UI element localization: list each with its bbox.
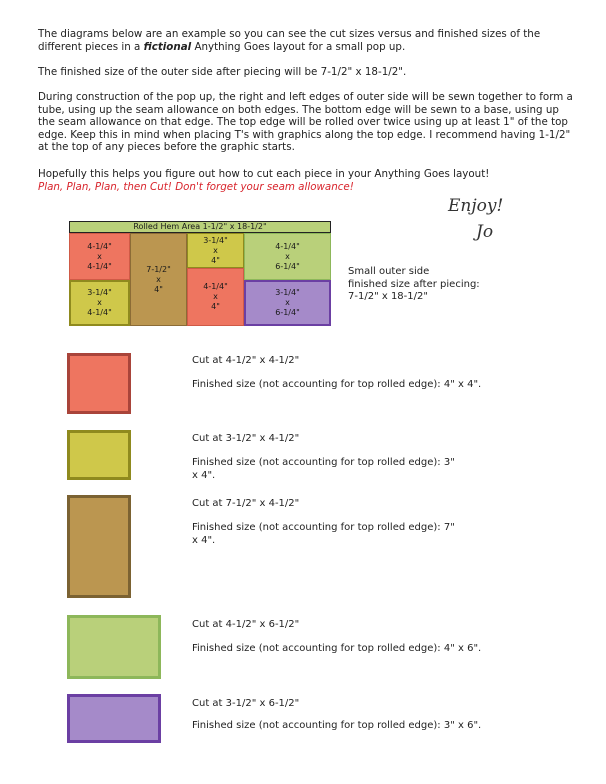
cut-size-green: Cut at 4-1/2" x 6-1/2" bbox=[192, 619, 300, 630]
swatch-green bbox=[67, 615, 161, 679]
finished-size-red: Finished size (not accounting for top rolled edge): 4" x 4". bbox=[192, 379, 482, 390]
cell-line: 4" bbox=[154, 284, 163, 294]
cell-line: x bbox=[213, 292, 218, 301]
finished-size-green: Finished size (not accounting for top rolled edge): 4" x 6". bbox=[192, 643, 482, 654]
cut-size-red: Cut at 4-1/2" x 4-1/2" bbox=[192, 355, 300, 366]
swatch-yellow bbox=[67, 430, 131, 480]
intro-p1-after: Anything Goes layout for a small pop up. bbox=[191, 40, 406, 53]
layout-cell-brown bbox=[130, 233, 187, 326]
swatch-purple bbox=[67, 694, 161, 743]
intro-paragraph-4: Hopefully this helps you figure out how to cut each piece in your Anything Goes layout! bbox=[38, 168, 490, 180]
intro-paragraph-1 bbox=[38, 28, 578, 53]
signature-line-2: Jo bbox=[476, 222, 494, 242]
cell-line: x bbox=[285, 298, 290, 307]
cell-line: 4-1/4" bbox=[275, 241, 300, 251]
intro-paragraph-2: The finished size of the outer side after piecing will be 7-1/2" x 18-1/2". bbox=[38, 66, 407, 78]
outer-label-line-3: 7-1/2" x 18-1/2" bbox=[348, 291, 428, 302]
layout-cell-yellow-bottom bbox=[69, 280, 130, 326]
layout-cell-red-top bbox=[69, 233, 130, 280]
cell-line: x bbox=[97, 251, 102, 261]
intro-paragraph-5: Plan, Plan, Plan, then Cut! Don't forget your seam allowance! bbox=[38, 181, 354, 193]
cell-line: 4-1/4" bbox=[203, 282, 228, 291]
intro-p1-before: The diagrams below are an example so you can see the cut sizes versus and finished sizes of the different pieces in a bbox=[38, 28, 541, 53]
cell-line: 4" bbox=[211, 255, 220, 265]
cell-line: 4" bbox=[211, 302, 220, 311]
intro-p1-bold: fictional bbox=[143, 40, 192, 53]
finished-size-yellow: Finished size (not accounting for top rolled edge): 3" x 4". bbox=[192, 457, 455, 481]
finished-size-brown: Finished size (not accounting for top rolled edge): 7" x 4". bbox=[192, 522, 455, 546]
outer-label-line-1: Small outer side bbox=[348, 266, 430, 277]
cell-line: x bbox=[97, 298, 102, 307]
intro-paragraph-3: During construction of the pop up, the right and left edges of outer side will be sewn together to form a tube, using up the seam allowance on both edges. The bottom edge will be sewn to a base, using up the seam allowance on that edge. The top edge will be rolled over twice using up at least 1" of the top edge. Keep this in mind when placing T's with graphics along the top edge. I recommend having 1-1/2" at the top of any pieces before the graphic starts. bbox=[38, 91, 573, 154]
layout-cell-red-bottom bbox=[187, 268, 244, 326]
cut-size-yellow: Cut at 3-1/2" x 4-1/2" bbox=[192, 433, 300, 444]
cell-line: 3-1/4" bbox=[203, 235, 228, 245]
layout-cell-green bbox=[244, 233, 331, 280]
swatch-red bbox=[67, 353, 131, 414]
cell-line: 6-1/4" bbox=[275, 308, 300, 317]
outer-label-line-2: finished size after piecing: bbox=[348, 278, 480, 290]
cell-line: 3-1/4" bbox=[87, 288, 112, 297]
cell-line: 7-1/2" bbox=[146, 264, 171, 274]
cell-line: x bbox=[285, 251, 290, 261]
finished-size-purple: Finished size (not accounting for top rolled edge): 3" x 6". bbox=[192, 720, 482, 731]
cell-line: 6-1/4" bbox=[275, 261, 300, 271]
cell-line: 3-1/4" bbox=[275, 288, 300, 297]
layout-cell-yellow-top bbox=[187, 233, 244, 268]
rolled-hem-bar: Rolled Hem Area 1-1/2" x 18-1/2" bbox=[69, 221, 331, 233]
cut-size-purple: Cut at 3-1/2" x 6-1/2" bbox=[192, 698, 300, 709]
outer-side-label bbox=[348, 266, 480, 304]
cell-line: 4-1/4" bbox=[87, 308, 112, 317]
cell-line: 4-1/4" bbox=[87, 241, 112, 251]
cell-line: 4-1/4" bbox=[87, 261, 112, 271]
cell-line: x bbox=[156, 274, 161, 284]
cell-line: x bbox=[213, 245, 218, 255]
layout-cell-purple bbox=[244, 280, 331, 326]
signature-line-1: Enjoy! bbox=[448, 196, 504, 216]
swatch-brown bbox=[67, 495, 131, 598]
cut-size-brown: Cut at 7-1/2" x 4-1/2" bbox=[192, 498, 300, 509]
